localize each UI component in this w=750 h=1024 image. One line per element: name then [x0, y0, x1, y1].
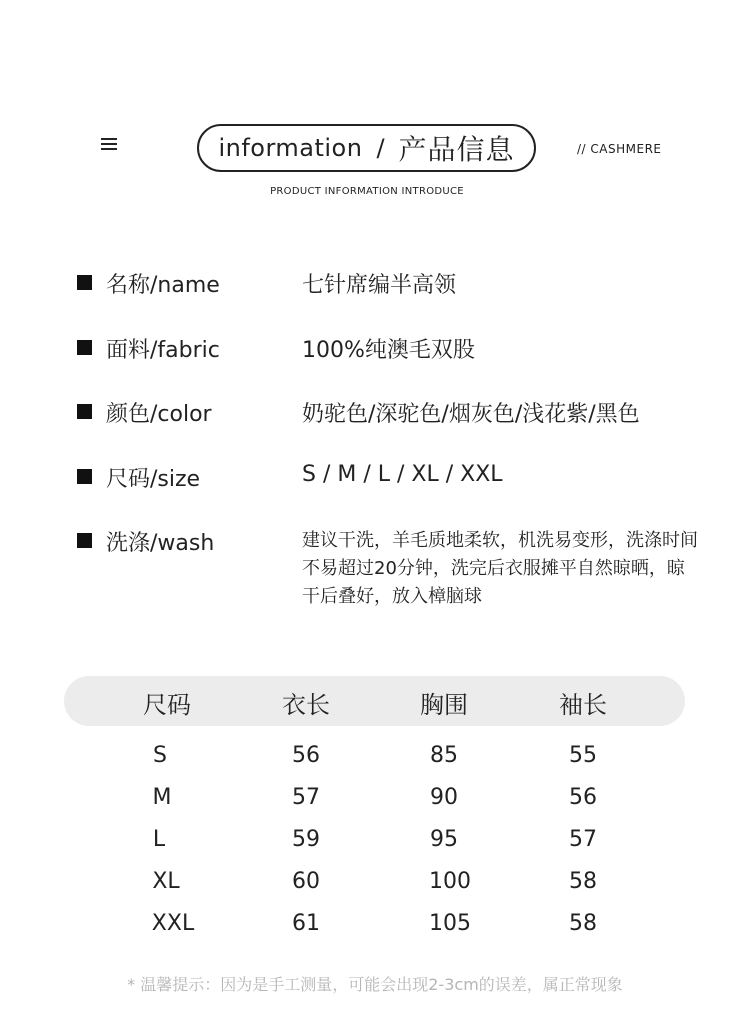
table-cell: 85 — [430, 743, 458, 768]
info-row-color — [77, 397, 717, 427]
table-cell: 95 — [430, 827, 458, 852]
table-header-cell: 袖长 — [559, 691, 607, 719]
info-value: 奶驼色/深驼色/烟灰色/浅花紫/黑色 — [302, 402, 640, 427]
title-english: information — [218, 134, 363, 162]
table-cell: XXL — [151, 911, 195, 936]
table-cell: XL — [152, 869, 180, 894]
table-cell: 105 — [429, 911, 471, 936]
square-bullet-icon — [77, 469, 92, 484]
info-row-name — [77, 268, 717, 298]
info-row-fabric — [77, 333, 717, 363]
title-pill — [197, 124, 536, 172]
size-table-header — [64, 676, 685, 726]
title-chinese: 产品信息 — [398, 133, 515, 166]
table-cell: 58 — [569, 869, 597, 894]
info-row-wash — [77, 526, 717, 607]
info-value: S / M / L / XL / XXL — [302, 462, 503, 487]
square-bullet-icon — [77, 340, 92, 355]
table-cell: 100 — [429, 869, 471, 894]
measurement-note: * 温馨提示：因为是手工测量，可能会出现2-3cm的误差，属正常现象 — [127, 975, 623, 994]
table-cell: 90 — [430, 785, 458, 810]
info-value: 七针席编半高领 — [302, 273, 457, 298]
info-label: 名称/name — [106, 273, 220, 298]
table-header-cell: 胸围 — [420, 691, 468, 719]
table-cell: 61 — [292, 911, 320, 936]
info-value: 100%纯澳毛双股 — [302, 338, 475, 363]
square-bullet-icon — [77, 275, 92, 290]
table-cell: 56 — [292, 743, 320, 768]
square-bullet-icon — [77, 404, 92, 419]
info-label: 洗涤/wash — [106, 531, 215, 556]
table-header-cell: 尺码 — [143, 691, 191, 719]
table-cell: 60 — [292, 869, 320, 894]
info-label: 尺码/size — [106, 467, 201, 492]
page-subtitle: PRODUCT INFORMATION INTRODUCE — [270, 186, 464, 197]
table-cell: L — [152, 827, 166, 852]
table-header-cell: 衣长 — [282, 691, 330, 719]
menu-icon — [101, 138, 117, 152]
table-cell: 56 — [569, 785, 597, 810]
table-cell: S — [153, 743, 167, 768]
info-label: 面料/fabric — [106, 338, 220, 363]
square-bullet-icon — [77, 533, 92, 548]
title-separator: / — [376, 134, 385, 162]
info-label: 颜色/color — [106, 402, 212, 427]
table-cell: 59 — [292, 827, 320, 852]
table-cell: 55 — [569, 743, 597, 768]
table-cell: 57 — [292, 785, 320, 810]
info-value-wash: 建议干洗，羊毛质地柔软，机洗易变形，洗涤时间不易超过20分钟，洗完后衣服摊平自然晾晒，晾干后叠好，放入樟脑球 — [302, 530, 698, 607]
table-cell: 58 — [569, 911, 597, 936]
table-cell: 57 — [569, 827, 597, 852]
info-row-size — [77, 462, 717, 492]
table-cell: M — [152, 785, 172, 810]
brand-tag: // CASHMERE — [577, 142, 662, 156]
